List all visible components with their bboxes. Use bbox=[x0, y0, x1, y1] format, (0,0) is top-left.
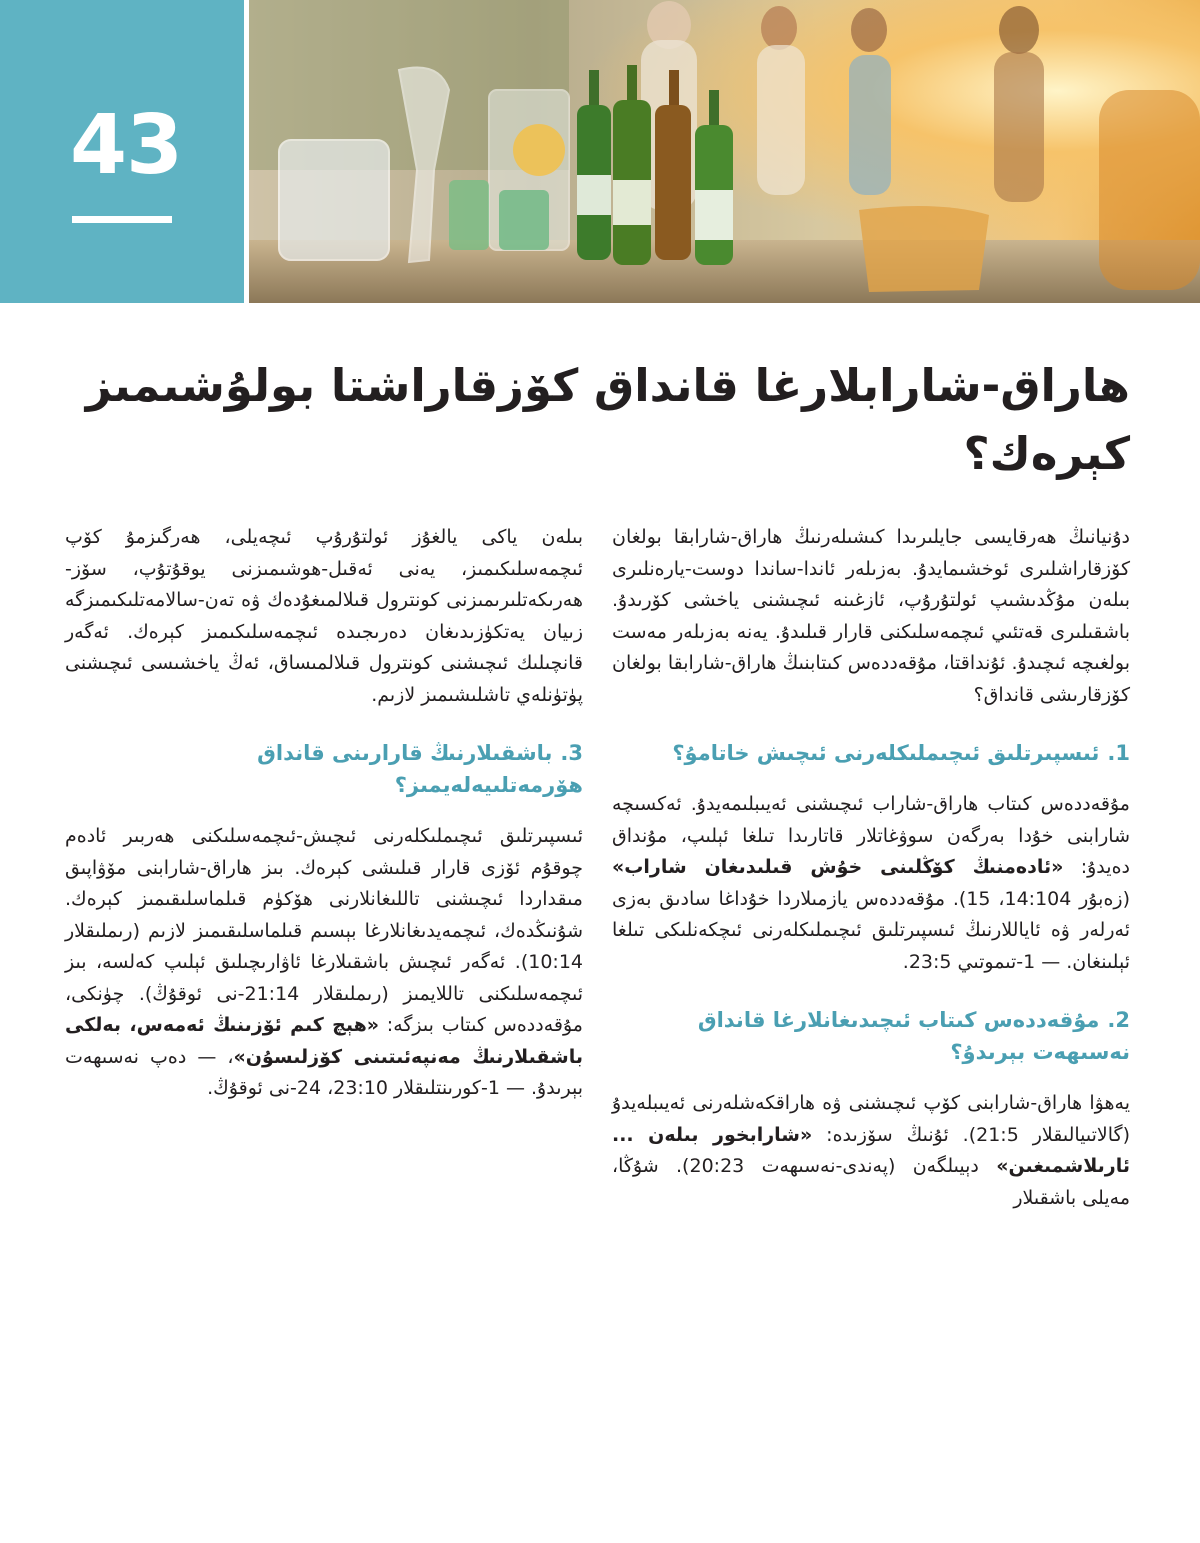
section-2-quote: «شارابخور بىلەن ... ئارىلاشمىغىن» bbox=[612, 1123, 1130, 1177]
section-3-number: 3. bbox=[560, 741, 583, 765]
section-1-number: 1. bbox=[1107, 741, 1130, 765]
section-2-heading bbox=[612, 1004, 1130, 1068]
badge-underline bbox=[72, 216, 172, 223]
section-3-text-after: ، — دەپ نەسىھەت بېرىدۇ. — 1-كورىنتلىقلار 23:10، 24-نى ئوقۇڭ. bbox=[65, 1045, 583, 1099]
section-3-title: باشقىلارنىڭ قارارىنى قانداق ھۆرمەتلىيەلەيمىز؟ bbox=[257, 741, 583, 797]
section-1-text: مۇقەددەس كىتاب ھاراق-شاراب ئىچىشنى ئەيىبلىمەيدۇ. ئەكسىچە شارابنى خۇدا بەرگەن سوۋغاتلار قاتارىدا تىلغا ئېلىپ، مۇنداق دەيدۇ: bbox=[612, 793, 1130, 878]
section-3-text: ئىسپىرتلىق ئىچىملىكلەرنى ئىچىش-ئىچمەسلىكنى ھەربىر ئادەم چوقۇم ئۆزى قارار قىلىشى كېرەك. بىز ھاراق-شارابنى مۆۋاپىق مىقداردا ئىچىشنى تاللىغانلارنى ھۆكۈم قىلماسلىقىمىز كېرەك. شۇنىڭدەك، ئىچمەيدىغانلارغا بېسىم قىلماسلىقىمىز لازىم (رىملىقلار 10:14). ئەگەر ئىچىش باشقىلارغا ئاۋارىچىلىق ئېلىپ كەلسە، بىز ئىچمەسلىكنى تاللايمىز (رىملىقلار 21:14-نى ئوقۇڭ). چۈنكى، مۇقەددەس كىتاب بىزگە: bbox=[65, 825, 584, 1036]
header-banner bbox=[0, 0, 1200, 303]
section-2-number: 2. bbox=[1107, 1008, 1130, 1032]
section-1-paragraph bbox=[612, 789, 1130, 978]
party-drinks-illustration bbox=[249, 0, 1200, 303]
section-2-text-after: دېيىلگەن (پەندى-نەسىھەت 20:23). شۇڭا، مەيلى باشقىلار bbox=[612, 1155, 1130, 1209]
header-photo bbox=[249, 0, 1200, 303]
section-3-paragraph bbox=[65, 821, 583, 1105]
section-3-heading bbox=[65, 737, 583, 801]
section-2-paragraph bbox=[612, 1088, 1130, 1214]
section-2-title: مۇقەددەس كىتاب ئىچىدىغانلارغا قانداق نەسىھەت بېرىدۇ؟ bbox=[697, 1008, 1130, 1064]
section-1-title: ئىسپىرتلىق ئىچىملىكلەرنى ئىچىش خاتامۇ؟ bbox=[672, 741, 1100, 765]
page-number: 43 bbox=[70, 98, 183, 193]
right-column bbox=[612, 522, 1130, 1214]
continuation-paragraph: بىلەن ياكى يالغۇز ئولتۇرۇپ ئىچەيلى، ھەرگىزمۇ كۆپ ئىچمەسلىكىمىز، يەنى ئەقىل-ھوشىمىزنى يوقۇتۇپ، سۆز-ھەرىكەتلىرىمىزنى كونترول قىلالمىغۇدەك ۋە تەن-سالامەتلىكىمىزگە زىيان يەتكۈزىدىغان دەرىجىدە ئىچمەسلىكىمىز كېرەك. ئەگەر قانچىلىك ئىچىشنى كونترول قىلالمىساق، ئەڭ ياخشىسى ئىچىشنى پۈتۈنلەي تاشلىشىمىز لازىم. bbox=[65, 526, 583, 706]
intro-paragraph: دۇنيانىڭ ھەرقايسى جايلىرىدا كىشىلەرنىڭ ھاراق-شارابقا بولغان كۆزقاراشلىرى ئوخشىمايدۇ. بەزىلەر ئاندا-ساندا دوست-يارەنلىرى بىلەن مۇڭدىشىپ ئولتۇرۇپ، ئازغىنە ئىچىشنى ياخشى كۆرىدۇ. باشقىلىرى قەتئىي ئىچمەسلىكنى قارار قىلىدۇ. يەنە بەزىلەر مەست بولغىچە ئىچىدۇ. ئۇنداقتا، مۇقەددەس كىتابنىڭ ھاراق-شارابقا بولغان كۆزقارىشى قانداق؟ bbox=[612, 526, 1130, 706]
section-2-text: يەھۋا ھاراق-شارابنى كۆپ ئىچىشنى ۋە ھاراقكەشلەرنى ئەيىبلەيدۇ (گالاتىيالىقلار 21:5). ئۇنىڭ سۆزىدە: bbox=[612, 1092, 1130, 1146]
page-number-badge bbox=[0, 0, 244, 303]
left-column bbox=[65, 522, 583, 1105]
section-3-quote: «ھېچ كىم ئۆزىنىڭ ئەمەس، بەلكى باشقىلارنىڭ مەنپەئىتىنى كۆزلىسۇن» bbox=[65, 1014, 583, 1068]
section-1-quote: «ئادەمنىڭ كۆڭلىنى خۇش قىلىدىغان شاراب» bbox=[612, 856, 1064, 878]
article-title: هاراق-شارابلارغا قانداق كۆزقاراشتا بولۇشىمىز كېرەك؟ bbox=[85, 359, 1130, 480]
section-1-heading bbox=[612, 737, 1130, 769]
section-1-text-after: (زەبۇر 14:104، 15). مۇقەددەس يازمىلاردا خۇداغا سادىق بەزى ئەرلەر ۋە ئاياللارنىڭ ئىسپىرتلىق ئىچىملىكلەرنى ئىچكەنلىكى تىلغا ئېلىنغان. — 1-تىموتىي 23:5. bbox=[612, 887, 1130, 973]
